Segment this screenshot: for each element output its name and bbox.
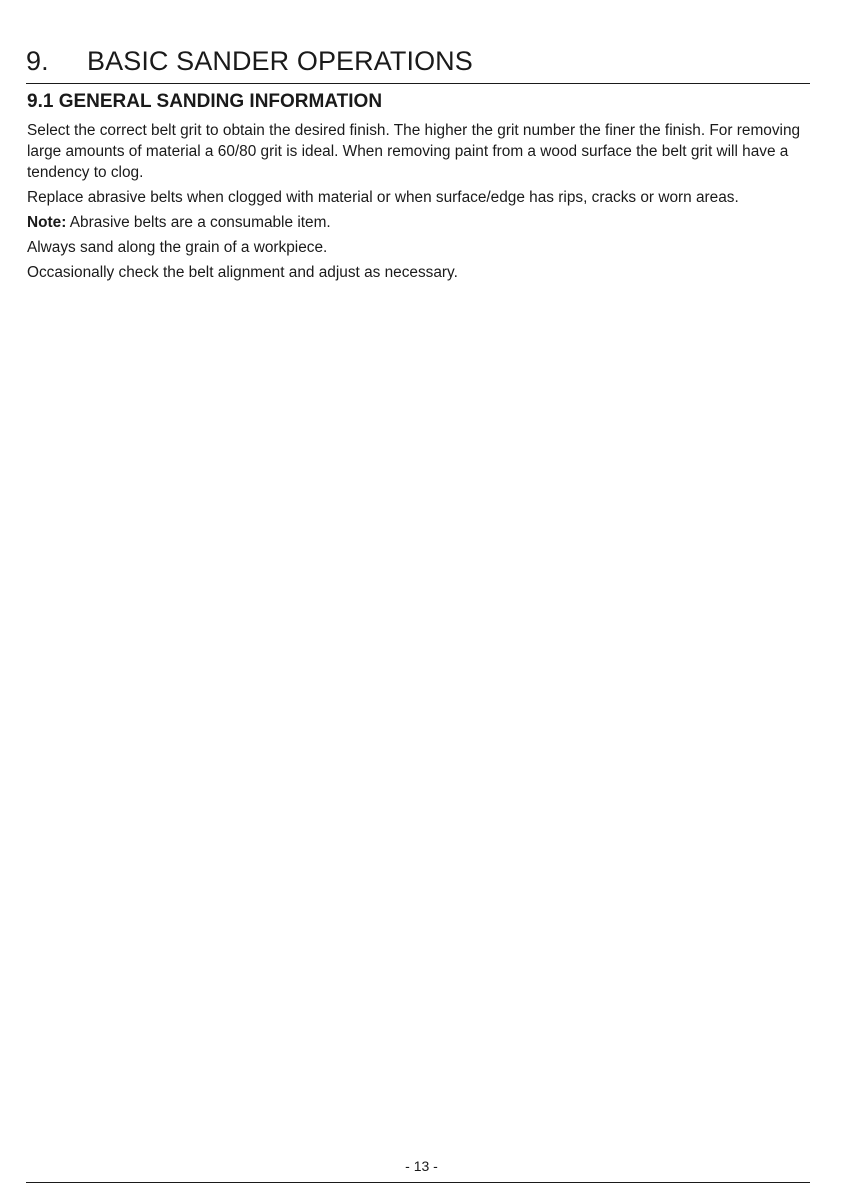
- paragraph-belt-grit: Select the correct belt grit to obtain the desired finish. The higher the grit number the finer the finish. For removing large amounts of material a 60/80 grit is ideal. When removing paint from a wood surface the belt grit will have a tendency to clog.: [27, 122, 801, 181]
- title-divider: [26, 83, 810, 84]
- paragraph-replace-belts: Replace abrasive belts when clogged with material or when surface/edge has rips, cracks or worn areas.: [27, 189, 739, 206]
- page-number: - 13 -: [405, 1158, 438, 1174]
- note-text: Abrasive belts are a consumable item.: [66, 214, 331, 231]
- section-title-text: BASIC SANDER OPERATIONS: [87, 46, 473, 76]
- subsection-title: 9.1 GENERAL SANDING INFORMATION: [27, 91, 383, 112]
- section-title: [26, 44, 473, 78]
- paragraph-note: [27, 212, 817, 233]
- footer-divider: [26, 1182, 810, 1183]
- section-number: 9.: [26, 46, 49, 76]
- paragraph-sand-grain: Always sand along the grain of a workpiece.: [27, 239, 328, 256]
- note-label: Note:: [27, 214, 67, 231]
- paragraph-belt-alignment: Occasionally check the belt alignment and adjust as necessary.: [27, 264, 458, 281]
- body-text: [27, 120, 817, 287]
